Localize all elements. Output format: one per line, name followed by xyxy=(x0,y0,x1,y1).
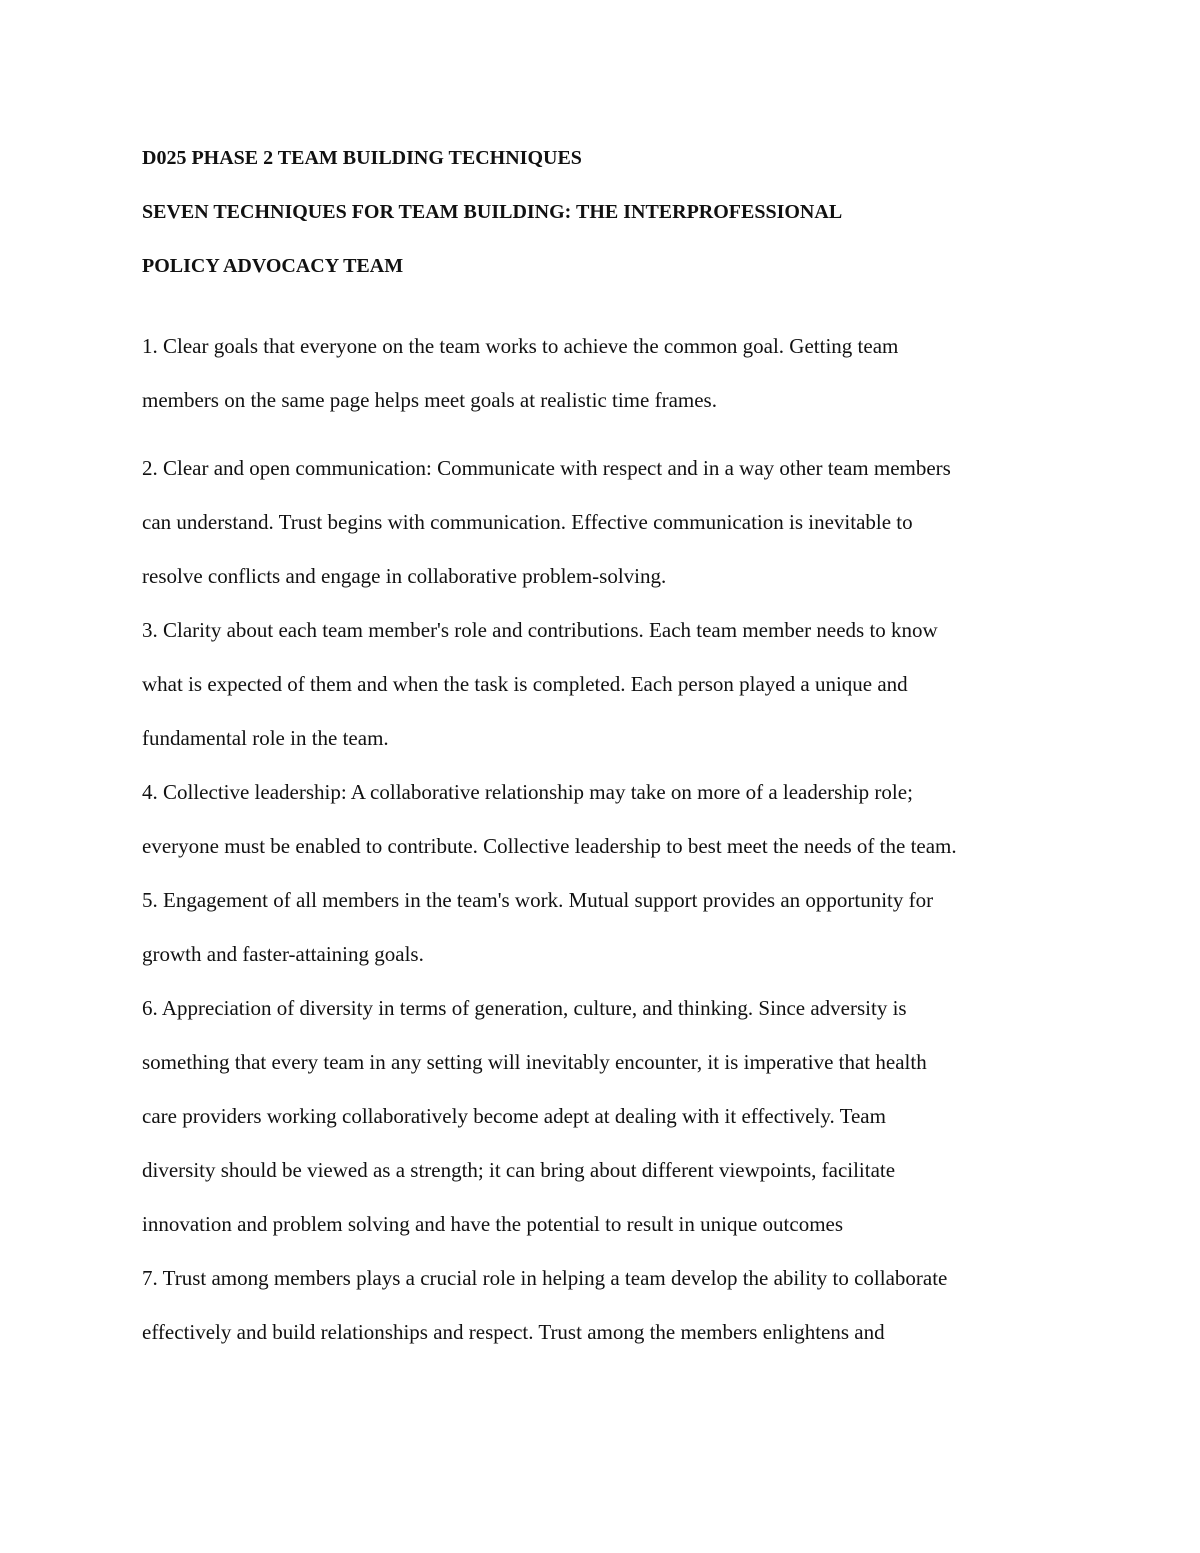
technique-item-7 xyxy=(142,1251,1062,1359)
paragraph-line: effectively and build relationships and respect. Trust among the members enlightens and xyxy=(142,1320,885,1344)
paragraph-line: 2. Clear and open communication: Communicate with respect and in a way other team members xyxy=(142,456,951,480)
paragraph-line: 1. Clear goals that everyone on the team works to achieve the common goal. Getting team xyxy=(142,334,899,358)
paragraph-line: 6. Appreciation of diversity in terms of generation, culture, and thinking. Since adversity is xyxy=(142,996,907,1020)
paragraph-line: 4. Collective leadership: A collaborative relationship may take on more of a leadership role; xyxy=(142,780,913,804)
title-line-1: D025 PHASE 2 TEAM BUILDING TECHNIQUES xyxy=(142,147,582,169)
paragraph-line: 3. Clarity about each team member's role and contributions. Each team member needs to know xyxy=(142,618,938,642)
paragraph-line: everyone must be enabled to contribute. Collective leadership to best meet the needs of the team. xyxy=(142,834,957,858)
technique-item-3 xyxy=(142,603,1062,765)
paragraph-line: care providers working collaboratively become adept at dealing with it effectively. Team xyxy=(142,1104,886,1128)
paragraph-line: innovation and problem solving and have the potential to result in unique outcomes xyxy=(142,1212,844,1236)
technique-item-6 xyxy=(142,981,1062,1251)
paragraph-line: fundamental role in the team. xyxy=(142,726,389,750)
title-line-2: SEVEN TECHNIQUES FOR TEAM BUILDING: THE INTERPROFESSIONAL xyxy=(142,201,843,223)
paragraph-line: 5. Engagement of all members in the team's work. Mutual support provides an opportunity for xyxy=(142,888,934,912)
paragraph-line: something that every team in any setting will inevitably encounter, it is imperative that health xyxy=(142,1050,927,1074)
paragraph-line: resolve conflicts and engage in collaborative problem-solving. xyxy=(142,564,667,588)
paragraph-line: members on the same page helps meet goals at realistic time frames. xyxy=(142,388,717,412)
title-line-3: POLICY ADVOCACY TEAM xyxy=(142,255,404,277)
technique-item-2 xyxy=(142,441,1062,603)
paragraph-line: what is expected of them and when the task is completed. Each person played a unique and xyxy=(142,672,908,696)
technique-list xyxy=(142,319,1062,1359)
document-title xyxy=(142,131,1062,293)
paragraph-line: diversity should be viewed as a strength; it can bring about different viewpoints, facilitate xyxy=(142,1158,896,1182)
technique-item-5 xyxy=(142,873,1062,981)
technique-item-1 xyxy=(142,319,1062,427)
paragraph-line: can understand. Trust begins with communication. Effective communication is inevitable to xyxy=(142,510,913,534)
paragraph-line: growth and faster-attaining goals. xyxy=(142,942,424,966)
technique-item-4 xyxy=(142,765,1062,873)
paragraph-line: 7. Trust among members plays a crucial role in helping a team develop the ability to collaborate xyxy=(142,1266,948,1290)
